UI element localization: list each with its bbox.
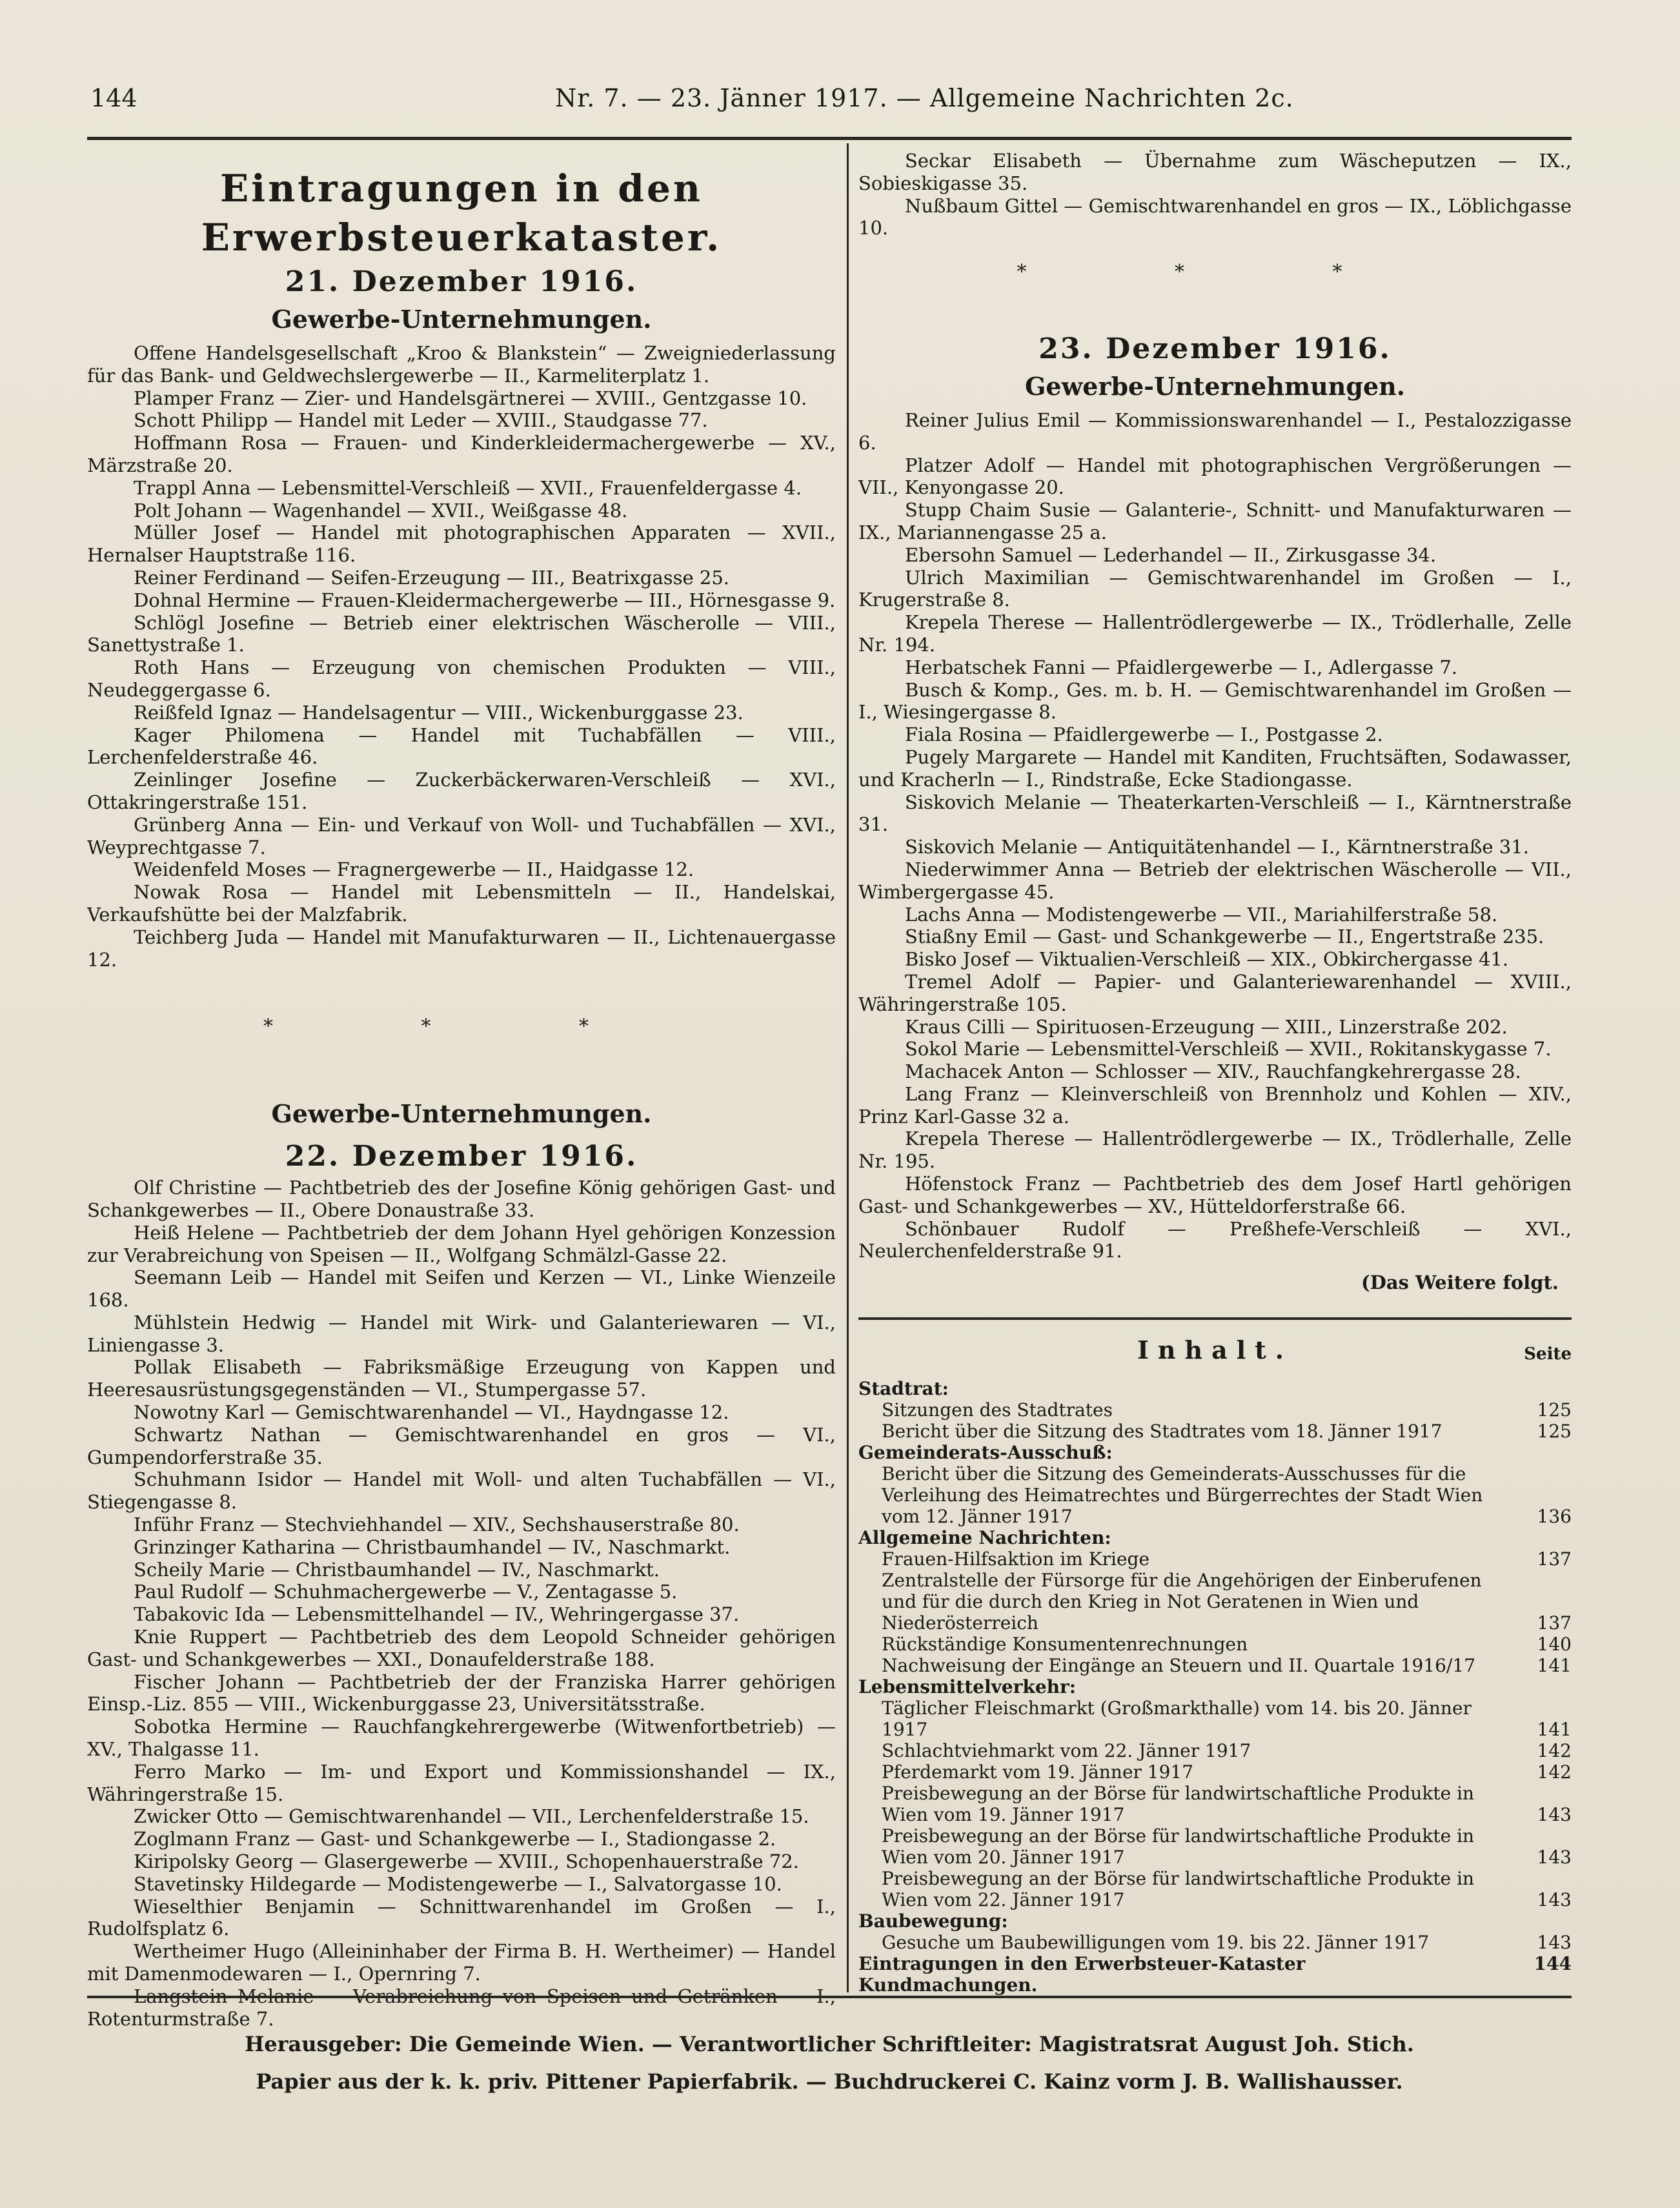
toc-page-label: Seite [1524,1344,1572,1364]
list-item: Fiala Rosina — Pfaidlergewerbe — I., Postgasse 2. [905,724,1383,746]
toc-entry-title: Bericht über die Sitzung des Gemeinderats-Ausschusses für die Verleihung des Heimatrechtes und Bürgerrechtes der Stadt Wien vom 12. Jänner 1917 [882,1463,1483,1528]
list-item: Wertheimer Hugo (Alleininhaber der Firma B. H. Wertheimer) — Handel mit Damenmodewaren — I., Opernring 7. [87,1940,836,1985]
toc-entry-title: Rückständige Konsumentenrechnungen [882,1634,1248,1656]
list-item: Platzer Adolf — Handel mit photographischen Vergrößerungen — VII., Kenyongasse 20. [858,454,1572,499]
list-item: Bisko Josef — Viktualien-Verschleiß — XIX., Obkirchergasse 41. [905,948,1509,971]
list-item: Weidenfeld Moses — Fragnergewerbe — II., Haidgasse 12. [134,858,694,881]
list-item: Grinzinger Katharina — Christbaumhandel — IV., Naschmarkt. [134,1535,731,1558]
toc-entry-title: Preisbewegung an der Börse für landwirtschaftliche Produkte in Wien vom 22. Jänner 1917 [882,1868,1475,1911]
list-item: Höfenstock Franz — Pachtbetrieb des dem Josef Hartl gehörigen Gast- und Schankgewerbes — XV., Hütteldorferstraße 66. [858,1173,1572,1217]
toc-entry-page: 142 [1537,1740,1572,1762]
list-item: Langstein Melanie — Verabreichung von Speisen und Getränken — I., Rotenturmstraße 7. [87,1985,836,2030]
list-item: Nowotny Karl — Gemischtwarenhandel — VI., Haydngasse 12. [134,1401,729,1424]
list-item: Ebersohn Samuel — Lederhandel — II., Zirkusgasse 34. [905,543,1437,566]
separator-stars: * * * [263,1015,660,1038]
list-item: Stupp Chaim Susie — Galanterie-, Schnitt- und Manufakturwaren — IX., Mariannengasse 25 a. [858,499,1572,543]
toc-entry-title: Preisbewegung an der Börse für landwirtschaftliche Produkte in Wien vom 19. Jänner 1917 [882,1783,1475,1826]
list-item: Busch & Komp., Ges. m. b. H. — Gemischtwarenhandel im Großen — I., Wiesingergasse 8. [858,678,1572,724]
toc-rule [858,1317,1572,1320]
list-item: Scheily Marie — Christbaumhandel — IV., Naschmarkt. [134,1558,660,1581]
toc-entry [858,1868,1572,1910]
list-item: Siskovich Melanie — Theaterkarten-Verschleiß — I., Kärntnerstraße 31. [858,791,1572,836]
list-item: Wieselthier Benjamin — Schnittwarenhandel im Großen — I., Rudolfsplatz 6. [87,1895,836,1940]
list-item: Nußbaum Gittel — Gemischtwarenhandel en gros — IX., Löblichgasse 10. [858,194,1572,239]
toc-entry-page: 137 [1537,1612,1572,1634]
toc-entry-title: Frauen-Hilfsaktion im Kriege [882,1548,1150,1570]
running-title: Nr. 7. — 23. Jänner 1917. — Allgemeine Nachrichten 2c. [555,84,1294,112]
list-item: Sokol Marie — Lebensmittel-Verschleiß — XVII., Rokitanskygasse 7. [905,1038,1552,1060]
list-item: Olf Christine — Pachtbetrieb des der Josefine König gehörigen Gast- und Schankgewerbes — II., Obere Donaustraße 33. [87,1177,836,1221]
toc-entry [858,1932,1572,1953]
toc-category: Gemeinderats-Ausschuß: [858,1442,1113,1464]
page-header [90,76,1575,121]
list-item: Zwicker Otto — Gemischtwarenhandel — VII., Lerchenfelderstraße 15. [134,1805,809,1828]
header-rule [87,137,1572,140]
list-item: Trappl Anna — Lebensmittel-Verschleiß — XVII., Frauenfeldergasse 4. [134,476,802,499]
toc-entry-page: 141 [1537,1719,1572,1741]
list-item: Schott Philipp — Handel mit Leder — XVIII., Staudgasse 77. [134,409,708,432]
list-item: Fischer Johann — Pachtbetrieb der der Franziska Harrer gehörigen Einsp.-Liz. 855 — VIII., Wickenburggasse 23, Universitätsstraße. [87,1670,836,1716]
toc-entry [858,1761,1572,1783]
toc-entry [858,1570,1572,1634]
list-item: Mühlstein Hedwig — Handel mit Wirk- und Galanteriewaren — VI., Liniengasse 3. [87,1311,836,1356]
toc-entry-title: Kundmachungen. [858,1974,1038,1996]
list-item: Kraus Cilli — Spirituosen-Erzeugung — XIII., Linzerstraße 202. [905,1015,1508,1038]
list-item: Polt Johann — Wagenhandel — XVII., Weißgasse 48. [134,499,628,522]
list-item: Schönbauer Rudolf — Preßhefe-Verschleiß — XVI., Neulerchenfelderstraße 91. [858,1217,1572,1262]
toc-entry-page: 141 [1537,1655,1572,1677]
list-item: Pugely Margarete — Handel mit Kanditen, Fruchtsäften, Sodawasser, und Kracherln — I., Rindstraße, Ecke Stadiongasse. [858,745,1572,791]
entry-list-23-dec [858,409,1572,1262]
list-item: Offene Handelsgesellschaft „Kroo & Blankstein“ — Zweigniederlassung für das Bank- und Geldwechslergewerbe — II., Karmeliterplatz 1. [87,342,836,387]
toc-entry-title: Gesuche um Baubewilligungen vom 19. bis 22. Jänner 1917 [882,1932,1430,1954]
list-item: Reiner Ferdinand — Seifen-Erzeugung — III., Beatrixgasse 25. [134,566,730,589]
section-title: Eintragungen in den Erwerbsteuerkataster. [201,167,722,259]
toc-category: Baubewegung: [858,1910,1008,1932]
list-item: Lang Franz — Kleinverschleiß von Brennholz und Kohlen — XIV., Prinz Karl-Gasse 32 a. [858,1082,1572,1128]
toc-entry [858,1740,1572,1761]
toc-entry-page: 144 [1533,1953,1572,1975]
toc-entry [858,1655,1572,1676]
toc-entry-page: 143 [1537,1847,1572,1869]
toc-entry-title: Pferdemarkt vom 19. Jänner 1917 [882,1761,1194,1783]
list-item: Nowak Rosa — Handel mit Lebensmitteln — II., Handelskai, Verkaufshütte bei der Malzfabrik. [87,881,836,926]
subheading-gewerbe-3: Gewerbe-Unternehmungen. [1024,371,1406,401]
toc-entry [858,1421,1572,1442]
toc-title: Inhalt. [1137,1335,1293,1365]
toc-entry-page: 142 [1537,1761,1572,1783]
list-item: Teichberg Juda — Handel mit Manufakturwaren — II., Lichtenauergasse 12. [87,926,836,971]
entry-list-21-dec [87,342,836,971]
table-of-contents [858,1378,1572,1996]
entry-list-22-dec [87,1177,836,2030]
left-column [87,150,836,2030]
list-item: Inführ Franz — Stechviehhandel — XIV., Sechshauserstraße 80. [134,1514,740,1536]
toc-entry-title: Schlachtviehmarkt vom 22. Jänner 1917 [882,1740,1251,1762]
toc-entry-page: 137 [1537,1548,1572,1570]
toc-entry [858,1825,1572,1868]
toc-entry [858,1697,1572,1740]
toc-entry-title: Täglicher Fleischmarkt (Großmarkthalle) vom 14. bis 20. Jänner 1917 [882,1697,1472,1741]
toc-entry [858,1463,1572,1527]
list-item: Schwartz Nathan — Gemischtwarenhandel en gros — VI., Gumpendorferstraße 35. [87,1423,836,1468]
list-item: Roth Hans — Erzeugung von chemischen Produkten — VIII., Neudeggergasse 6. [87,656,836,701]
list-item: Tabakovic Ida — Lebensmittelhandel — IV., Wehringergasse 37. [134,1603,740,1626]
list-item: Lachs Anna — Modistengewerbe — VII., Mariahilferstraße 58. [905,903,1498,926]
list-item: Herbatschek Fanni — Pfaidlergewerbe — I., Adlergasse 7. [905,656,1458,678]
list-item: Krepela Therese — Hallentrödlergewerbe — IX., Trödlerhalle, Zelle Nr. 195. [858,1128,1572,1173]
list-item: Reiner Julius Emil — Kommissionswarenhandel — I., Pestalozzigasse 6. [858,409,1572,454]
continued-note: (Das Weitere folgt. [1361,1271,1559,1294]
list-item: Zeinlinger Josefine — Zuckerbäckerwaren-Verschleiß — XVI., Ottakringerstraße 151. [87,769,836,813]
toc-entry-title: Preisbewegung an der Börse für landwirtschaftliche Produkte in Wien vom 20. Jänner 1917 [882,1825,1475,1869]
list-item: Zoglmann Franz — Gast- und Schankgewerbe — I., Stadiongasse 2. [134,1828,776,1850]
imprint-printer: Papier aus der k. k. priv. Pittener Papierfabrik. — Buchdruckerei C. Kainz vorm J. B. Wallishausser. [256,2069,1403,2094]
entry-list-continued [858,150,1572,239]
toc-entry-title: Sitzungen des Stadtrates [882,1399,1113,1421]
list-item: Seckar Elisabeth — Übernahme zum Wäscheputzen — IX., Sobieskigasse 35. [858,150,1572,194]
toc-header [858,1335,1572,1372]
toc-entry [858,1783,1572,1825]
toc-entry-title: Eintragungen in den Erwerbsteuer-Kataster [858,1953,1306,1975]
separator-stars: * * * [1017,261,1413,284]
subheading-gewerbe-2: Gewerbe-Unternehmungen. [271,1099,652,1129]
toc-entry-title: Zentralstelle der Fürsorge für die Angehörigen der Einberufenen und für die durch den Krieg in Not Geratenen in Wien und Niederösterreich [882,1570,1482,1634]
toc-entry-page: 136 [1537,1506,1572,1528]
list-item: Hoffmann Rosa — Frauen- und Kinderkleidermachergewerbe — XV., Märzstraße 20. [87,432,836,476]
toc-category: Stadtrat: [858,1378,949,1400]
list-item: Schlögl Josefine — Betrieb einer elektrischen Wäscherolle — VIII., Sanettystraße 1. [87,611,836,656]
column-divider [847,143,849,1992]
toc-category: Lebensmittelverkehr: [858,1676,1077,1698]
date-heading-22-dec: 22. Dezember 1916. [285,1140,638,1173]
toc-entry-page: 143 [1537,1804,1572,1826]
list-item: Dohnal Hermine — Frauen-Kleidermachergewerbe — III., Hörnesgasse 9. [134,589,836,611]
list-item: Heiß Helene — Pachtbetrieb der dem Johann Hyel gehörigen Konzession zur Verabreichung von Speisen — II., Wolfgang Schmälzl-Gasse 22. [87,1221,836,1266]
right-column [858,150,1572,1996]
list-item: Pollak Elisabeth — Fabriksmäßige Erzeugung von Kappen und Heeresausrüstungsgegenständen — VI., Stumpergasse 57. [87,1356,836,1401]
list-item: Krepela Therese — Hallentrödlergewerbe — IX., Trödlerhalle, Zelle Nr. 194. [858,611,1572,656]
date-heading-21-dec: 21. Dezember 1916. [285,265,638,298]
toc-entry [858,1634,1572,1655]
list-item: Reißfeld Ignaz — Handelsagentur — VIII., Wickenburggasse 23. [134,701,744,724]
page-number: 144 [90,84,137,112]
toc-entry-page: 125 [1537,1421,1572,1443]
list-item: Knie Ruppert — Pachtbetrieb des dem Leopold Schneider gehörigen Gast- und Schankgewerbes — XXI., Donaufelderstraße 188. [87,1626,836,1670]
list-item: Schuhmann Isidor — Handel mit Woll- und alten Tuchabfällen — VI., Stiegengasse 8. [87,1468,836,1514]
list-item: Stiaßny Emil — Gast- und Schankgewerbe — II., Engertstraße 235. [905,926,1544,948]
list-item: Tremel Adolf — Papier- und Galanteriewarenhandel — XVIII., Währingerstraße 105. [858,970,1572,1015]
imprint-publisher: Herausgeber: Die Gemeinde Wien. — Verantwortlicher Schriftleiter: Magistratsrat August Joh. Stich. [245,2032,1414,2056]
list-item: Niederwimmer Anna — Betrieb der elektrischen Wäscherolle — VII., Wimbergergasse 45. [858,858,1572,903]
subheading-gewerbe-1: Gewerbe-Unternehmungen. [271,305,652,334]
list-item: Müller Josef — Handel mit photographischen Apparaten — XVII., Hernalser Hauptstraße 116. [87,522,836,567]
toc-entry [858,1953,1572,1974]
toc-entry-page: 143 [1537,1932,1572,1954]
list-item: Kager Philomena — Handel mit Tuchabfällen — VIII., Lerchenfelderstraße 46. [87,724,836,769]
imprint-footer [87,1996,1572,2100]
toc-entry-page: 143 [1537,1889,1572,1911]
toc-entry [858,1974,1572,1996]
list-item: Kiripolsky Georg — Glasergewerbe — XVIII., Schopenhauerstraße 72. [134,1850,799,1873]
toc-entry-page: 125 [1537,1399,1572,1421]
toc-category: Allgemeine Nachrichten: [858,1527,1111,1549]
toc-entry-page: 140 [1537,1634,1572,1656]
list-item: Ulrich Maximilian — Gemischtwarenhandel im Großen — I., Krugerstraße 8. [858,566,1572,611]
toc-entry [858,1548,1572,1570]
list-item: Plamper Franz — Zier- und Handelsgärtnerei — XVIII., Gentzgasse 10. [134,387,807,409]
list-item: Stavetinsky Hildegarde — Modistengewerbe — I., Salvatorgasse 10. [134,1872,782,1895]
list-item: Ferro Marko — Im- und Export und Kommissionshandel — IX., Währingerstraße 15. [87,1760,836,1805]
list-item: Sobotka Hermine — Rauchfangkehrergewerbe (Witwenfortbetrieb) — XV., Thalgasse 11. [87,1716,836,1761]
list-item: Paul Rudolf — Schuhmachergewerbe — V., Zentagasse 5. [134,1581,678,1603]
list-item: Siskovich Melanie — Antiquitätenhandel — I., Kärntnerstraße 31. [905,836,1529,858]
toc-entry [858,1399,1572,1421]
toc-entry-title: Nachweisung der Eingänge an Steuern und II. Quartale 1916/17 [882,1655,1476,1677]
toc-entry-title: Bericht über die Sitzung des Stadtrates vom 18. Jänner 1917 [882,1421,1442,1443]
date-heading-23-dec: 23. Dezember 1916. [1038,332,1392,365]
list-item: Grünberg Anna — Ein- und Verkauf von Woll- und Tuchabfällen — XVI., Weyprechtgasse 7. [87,813,836,858]
list-item: Seemann Leib — Handel mit Seifen und Kerzen — VI., Linke Wienzeile 168. [87,1266,836,1312]
list-item: Machacek Anton — Schlosser — XIV., Rauchfangkehrergasse 28. [905,1060,1521,1083]
